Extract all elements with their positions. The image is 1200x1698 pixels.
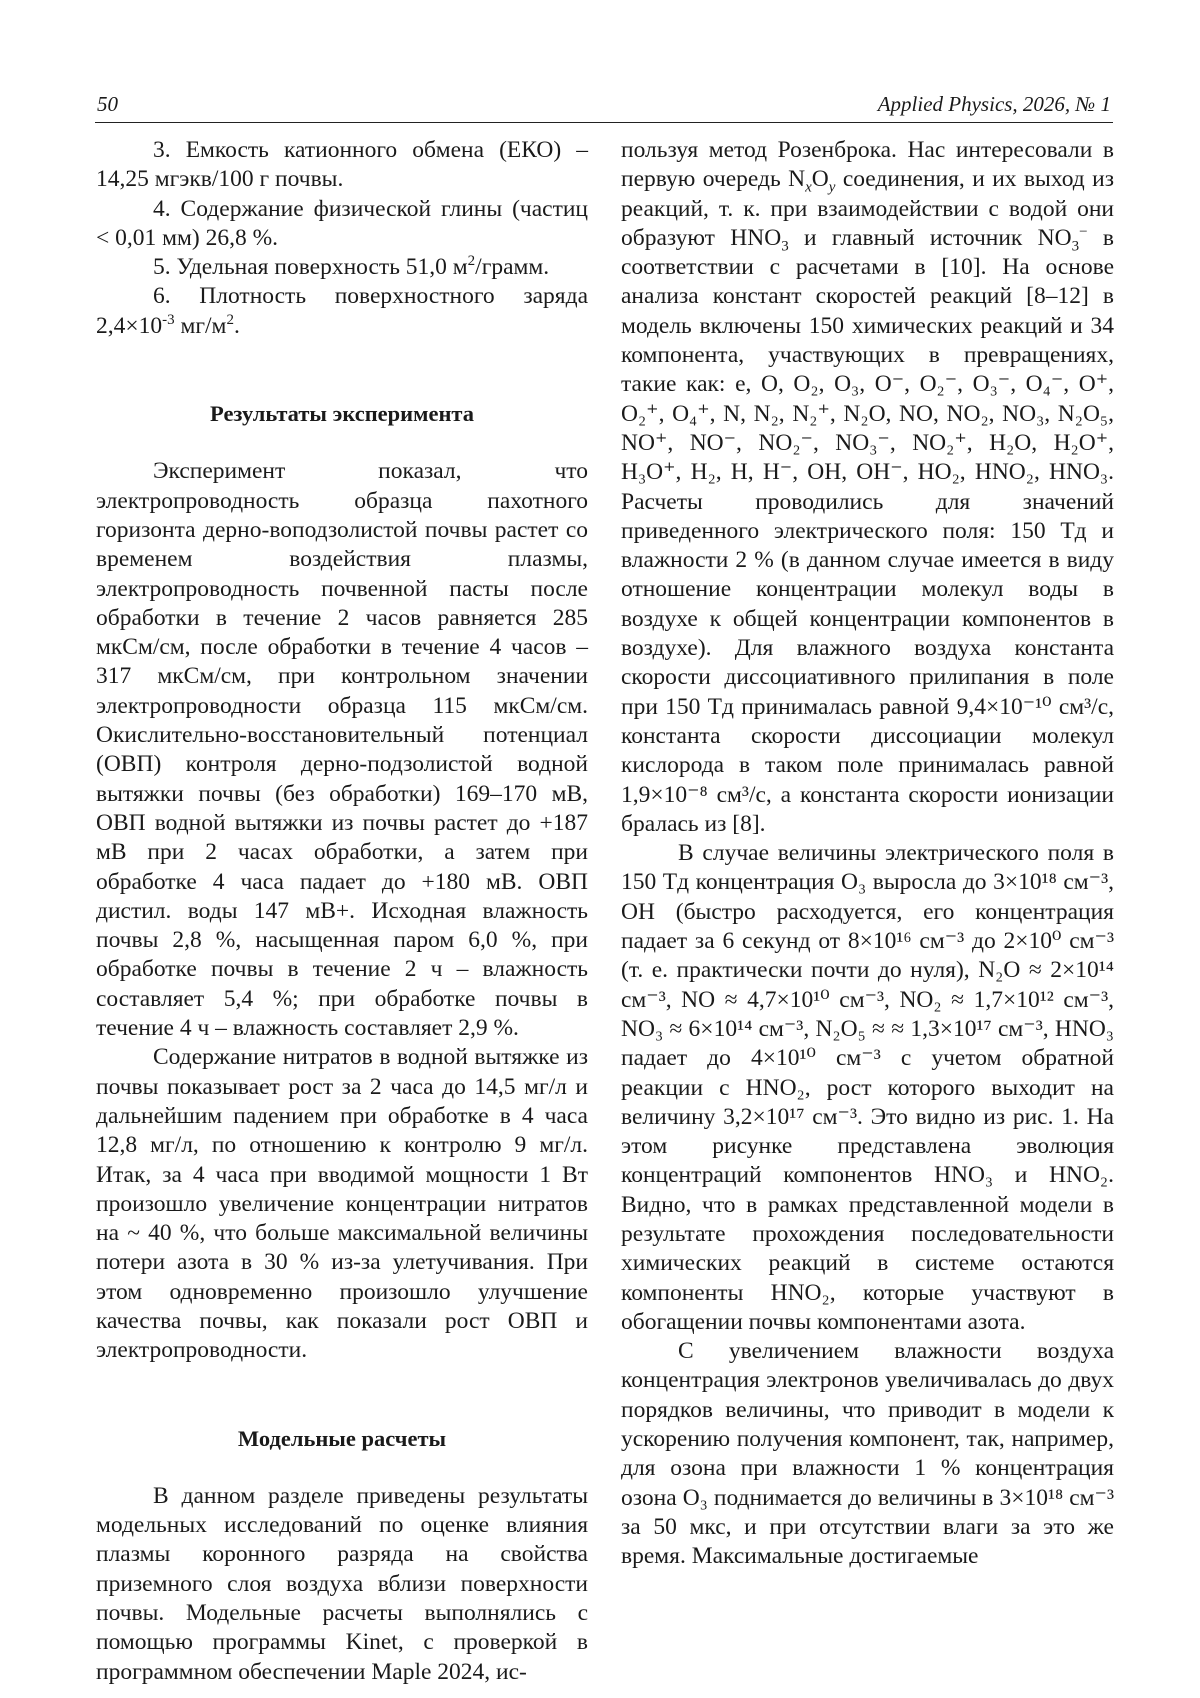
list-item-3: 3. Емкость катионного обмена (ЕКО) – 14,25 мгэкв/100 г почвы. bbox=[96, 137, 588, 193]
left-column bbox=[96, 136, 588, 1687]
page-header bbox=[95, 92, 1113, 123]
page-number: 50 bbox=[97, 92, 118, 116]
list-item-4: 4. Содержание физической глины (частиц < 0,01 мм) 26,8 %. bbox=[96, 195, 588, 251]
paragraph: Эксперимент показал, что электропроводность образца пахотного горизонта дерно-воподзолистой почвы растет со временем воздействия плазмы, электропроводность почвенной пасты после обработки в течение 2 часов равняется 285 мкСм/см, после обработки в течение 4 часов – 317 мкСм/см, при контрольном значении электропроводности образца 115 мкСм/см. Окислительно-восстановительный потенциал (ОВП) контроля дерно-подзолистой водной вытяжки почвы (без обработки) 169–170 мВ, ОВП водной вытяжки из почвы растет до +187 мВ при 2 часах обработки, а затем при обработке 4 часа падает до +180 мВ. ОВП дистил. воды 147 мВ+. Исходная влажность почвы 2,8 %, насыщенная паром 6,0 %, при обработке почвы в течение 2 ч – влажность составляет 5,4 %; при обработке почвы в течение 4 ч – влажность составляет 2,9 %. bbox=[96, 458, 588, 1042]
list-item-6: 6. Плотность поверхностного заряда $2,4\times 10^{-3}$ $мг/м^2$. bbox=[96, 283, 588, 339]
journal-title: Applied Physics, 2026, № 1 bbox=[877, 92, 1111, 116]
paragraph: В случае величины электрического поля в 150 Тд концентрация O₃ выросла до 3×10¹⁸ см⁻³, OH (быстро расходуется, его концентрация падает за 6 секунд от 8×10¹⁶ см⁻³ до 2×10⁰ см⁻³ (т. е. практически почти до нуля), N₂O ≈ 2×10¹⁴ см⁻³, NO ≈ 4,7×10¹⁰ см⁻³, NO₂ ≈ 1,7×10¹² см⁻³, NO₃ ≈ 6×10¹⁴ см⁻³, N₂O₅ ≈ ≈ 1,3×10¹⁷ см⁻³, HNO₃ падает до 4×10¹⁰ см⁻³ с учетом обратной реакции с HNO₂, рост которого выходит на величину 3,2×10¹⁷ см⁻³. Это видно из рис. 1. На этом рисунке представлена эволюция концентраций компонентов HNO₃ и HNO₂. Видно, что в рамках представленной модели в результате прохождения последовательности химических реакций в системе остаются компоненты HNO₂, которые участвуют в обогащении почвы компонентами азота. bbox=[621, 840, 1114, 1335]
section-title-results: Результаты эксперимента bbox=[210, 401, 474, 427]
section-title-model: Модельные расчеты bbox=[237, 1425, 447, 1451]
paragraph: В данном разделе приведены результаты модельных исследований по оценке влияния плазмы коронного разряда на свойства приземного слоя воздуха вблизи поверхности почвы. Модельные расчеты выполнялись с помощью программы Kinet, с проверкой в программном обеспечении Maple 2024, ис- bbox=[96, 1482, 588, 1685]
paragraph: С увеличением влажности воздуха концентрация электронов увеличивалась до двух порядков величины, что приводит в модели к ускорению получения компонент, так, например, для озона при влажности 1 % концентрация озона O₃ поднимается до величины в 3×10¹⁸ см⁻³ за 50 мкс, и при отсутствии влаги за это же время. Максимальные достигаемые bbox=[621, 1338, 1114, 1570]
paragraph: Содержание нитратов в водной вытяжке из почвы показывает рост за 2 часа до 14,5 мг/л и дальнейшим падением при обработке в 4 часа 12,8 мг/л, по отношению к контролю 9 мг/л. Итак, за 4 часа при вводимой мощности 1 Вт произошло увеличение концентрации нитратов на ~ 40 %, что больше максимальной величины потери азота в 30 % из-за улетучивания. При этом одновременно произошло улучшение качества почвы, как показали рост ОВП и электропроводности. bbox=[96, 1044, 588, 1364]
list-item-5: 5. Удельная поверхность 51,0 $м^2$/грамм. bbox=[153, 253, 550, 281]
right-column bbox=[621, 136, 1114, 1572]
paragraph: пользуя метод Розенброка. Нас интересовали в первую очередь $N_xO_y$ соединения, и их выход из реакций, т. к. при взаимодействии с водой они образуют $HNO_3$ и главный источник $NO_3^-$ в соответствии с расчетами в [10]. На основе анализа констант скоростей реакций [8–12] в модель включены 150 химических реакций и 34 компонента, участвующих в превращениях, такие как: e, O, O₂, O₃, O⁻, O₂⁻, O₃⁻, O₄⁻, O⁺, O₂⁺, O₄⁺, N, N₂, N₂⁺, N₂O, NO, NO₂, NO₃, N₂O₅, NO⁺, NO⁻, NO₂⁻, NO₃⁻, NO₂⁺, H₂O, H₂O⁺, H₃O⁺, H₂, H, H⁻, OH, OH⁻, HO₂, HNO₂, HNO₃. Расчеты проводились для значений приведенного электрического поля: 150 Тд и влажности 2 % (в данном случае имеется в виду отношение концентрации молекул воды в воздухе к общей концентрации компонентов в воздухе). Для влажного воздуха константа скорости диссоциативного прилипания в поле при 150 Тд принималась равной 9,4×10⁻¹⁰ см³/с, константа скорости диссоциации молекул кислорода в таком поле принималась равной 1,9×10⁻⁸ см³/с, а константа скорости ионизации бралась из [8]. bbox=[621, 137, 1115, 837]
